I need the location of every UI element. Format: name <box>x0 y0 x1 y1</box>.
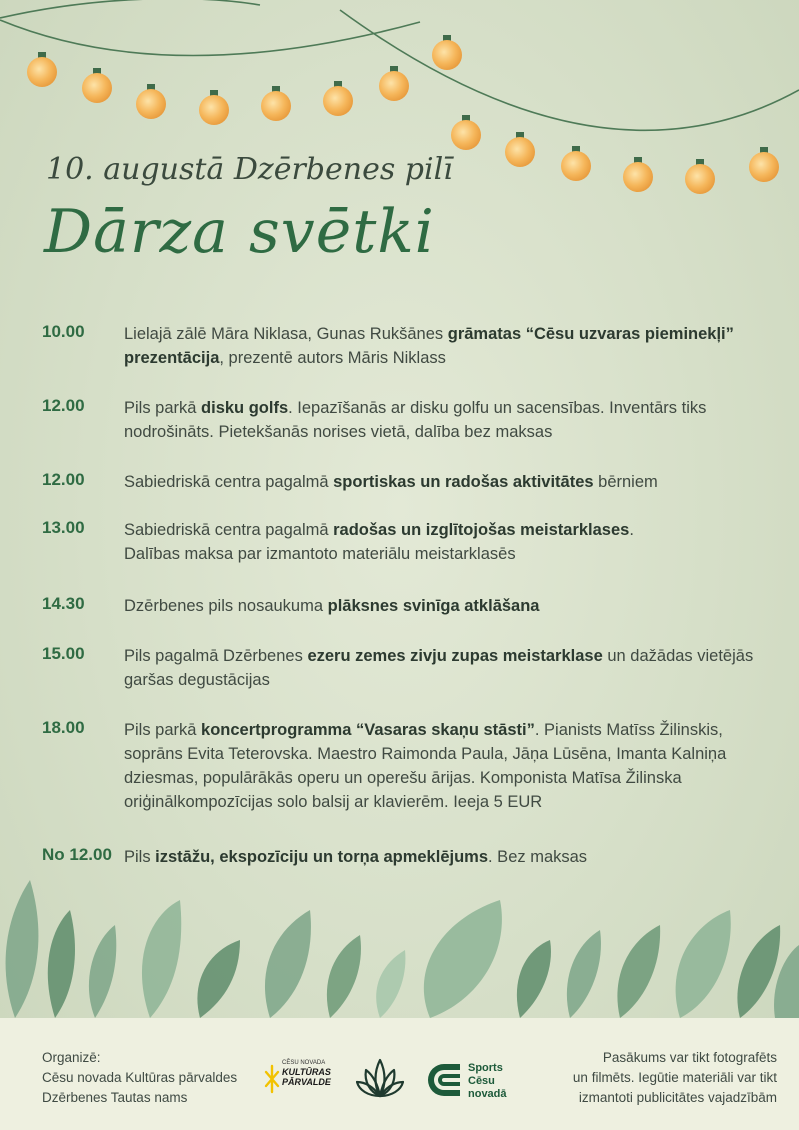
organizer-line-2: Dzērbenes Tautas nams <box>42 1090 188 1105</box>
footer <box>0 1018 799 1130</box>
program-text: . Pianists Matīss Žilinskis, soprāns Evita Teterovska. Maestro Raimonda Paula, Jāņa Lūsēna, Imanta Kalniņa dziesmas, populārākās operu un operešu ārijas. Komponista Matīsa Žilinska oriģinālkompozīcijas solo balsij ar klavierēm. Ieeja 5 EUR <box>124 721 727 811</box>
program-time: 10.00 <box>42 322 85 341</box>
logo-kp-text <box>282 1068 331 1087</box>
lantern-icon <box>561 151 591 181</box>
lantern-icon <box>82 73 112 103</box>
lantern-icon <box>623 162 653 192</box>
program-text: Dzērbenes pils nosaukuma <box>124 597 328 615</box>
sports-logo-text <box>468 1062 507 1101</box>
program-text: Pils parkā <box>124 721 202 739</box>
sports-c-logo-icon <box>424 1060 464 1100</box>
program-time: 12.00 <box>42 396 85 415</box>
lantern-icon <box>685 164 715 194</box>
program-description <box>124 322 764 370</box>
program-highlight: radošas un izglītojošas meistarklases <box>333 521 630 539</box>
program-highlight: koncertprogramma “Vasaras skaņu stāsti” <box>201 721 535 739</box>
program-text: Pils pagalmā Dzērbenes <box>124 647 308 665</box>
program-highlight: grāmatas “Cēsu uzvaras pieminekļi” prezentācija <box>124 325 734 367</box>
sports-logo-line3: novadā <box>468 1088 507 1100</box>
program-description <box>124 396 764 444</box>
program-description <box>124 470 764 494</box>
program-description <box>124 644 764 692</box>
program-time: No 12.00 <box>42 845 112 864</box>
lantern-icon <box>199 95 229 125</box>
logo-kp-small: CĒSU NOVADA <box>282 1060 326 1066</box>
program-highlight: disku golfs <box>201 399 289 417</box>
sports-logo-line1: Sports <box>468 1062 503 1074</box>
organizer-label: Organizē: <box>42 1050 101 1065</box>
lantern-icon <box>136 89 166 119</box>
lotus-logo-icon <box>356 1056 404 1100</box>
lantern-icon <box>27 57 57 87</box>
lantern-icon <box>505 137 535 167</box>
photo-notice-line-1: Pasākums var tikt fotografēts <box>602 1050 777 1065</box>
lantern-icon <box>451 120 481 150</box>
lantern-icon <box>323 86 353 116</box>
program-text: . Bez maksas <box>488 848 588 866</box>
program-time: 15.00 <box>42 644 85 663</box>
program-time: 12.00 <box>42 470 85 489</box>
organizer-info <box>42 1048 237 1108</box>
photo-notice-line-2: un filmēts. Iegūtie materiāli var tikt <box>572 1070 777 1085</box>
program-text: bērniem <box>593 473 658 491</box>
event-subtitle: 10. augustā Dzērbenes pilī <box>46 152 453 187</box>
event-title: Dārza svētki <box>44 197 435 267</box>
program-highlight: izstāžu, ekspozīciju un torņa apmeklējums <box>155 848 489 866</box>
program-description <box>124 594 764 618</box>
program-time: 14.30 <box>42 594 85 613</box>
organizer-line-1: Cēsu novada Kultūras pārvaldes <box>42 1070 238 1085</box>
program-highlight: sportiskas un radošas aktivitātes <box>333 473 594 491</box>
lantern-icon <box>749 152 779 182</box>
program-text: Sabiedriskā centra pagalmā <box>124 473 334 491</box>
program-description <box>124 845 764 869</box>
sports-logo-line2: Cēsu <box>468 1075 495 1087</box>
lantern-icon <box>261 91 291 121</box>
program-text: , prezentē autors Māris Niklass <box>219 349 446 367</box>
program-highlight: plāksnes svinīga atklāšana <box>327 597 540 615</box>
lantern-icon <box>432 40 462 70</box>
program-text: Lielajā zālē Māra Niklasa, Gunas Rukšānes <box>124 325 448 343</box>
kulturas-star-logo-icon <box>264 1064 280 1094</box>
lantern-icon <box>379 71 409 101</box>
program-description <box>124 718 764 814</box>
program-time: 13.00 <box>42 518 85 537</box>
program-time: 18.00 <box>42 718 85 737</box>
program-text: Pils <box>124 848 156 866</box>
program-text: Sabiedriskā centra pagalmā <box>124 521 334 539</box>
logo-kp-line2: PĀRVALDE <box>282 1076 331 1087</box>
program-highlight: ezeru zemes zivju zupas meistarklase <box>307 647 603 665</box>
program-text: Pils parkā <box>124 399 202 417</box>
photo-notice <box>517 1048 777 1108</box>
logo-kp-line1: KULTŪRAS <box>282 1067 331 1077</box>
program-text: un dažādas vietējās garšas degustācijas <box>124 647 754 689</box>
program-text: Dalības maksa par izmantoto materiālu meistarklasēs <box>124 545 516 563</box>
photo-notice-line-3: izmantoti publicitātes vajadzībām <box>578 1090 777 1105</box>
program-text: . <box>629 521 634 539</box>
program-text: . Iepazīšanās ar disku golfu un sacensības. Inventārs tiks nodrošināts. Pietekšanās norises vietā, dalība bez maksas <box>124 399 707 441</box>
program-description <box>124 518 764 566</box>
leaves-decoration <box>0 870 799 1020</box>
